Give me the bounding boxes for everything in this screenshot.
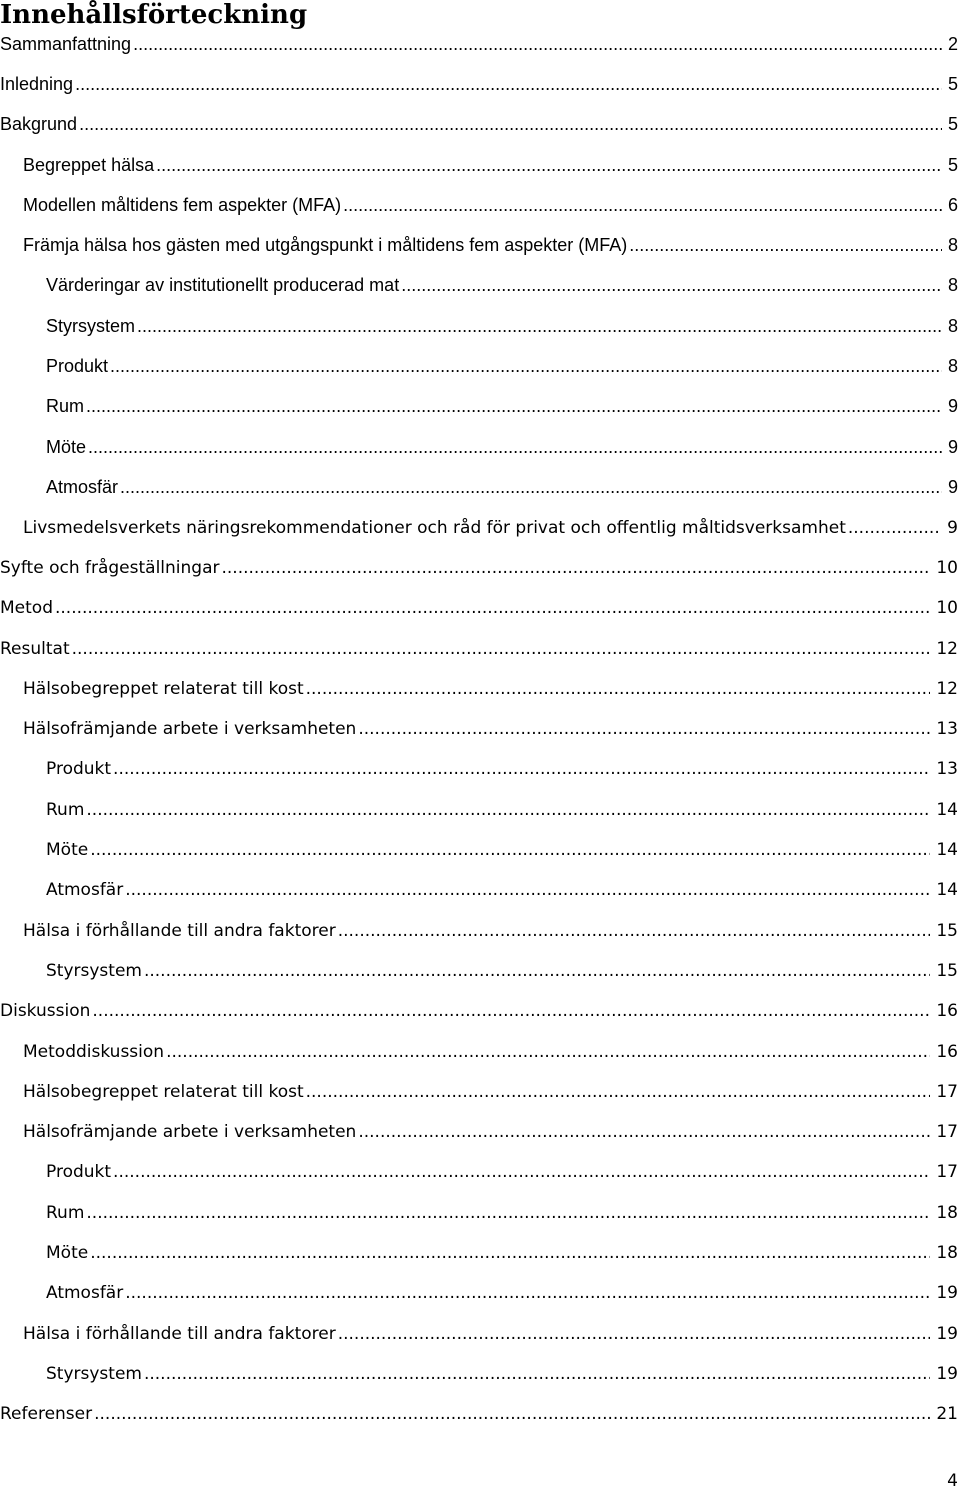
- toc-entry-title: Hälsa i förhållande till andra faktorer: [23, 920, 336, 941]
- dot-leader: [72, 639, 931, 659]
- toc-entry-page: 12: [936, 678, 958, 699]
- toc-entry-title: Styrsystem: [46, 1363, 142, 1384]
- dot-leader: [88, 437, 942, 458]
- toc-entry-title: Resultat: [0, 638, 70, 659]
- toc-entry-page: 10: [936, 598, 958, 619]
- toc-entry-title: Möte: [46, 436, 87, 457]
- dot-leader: [113, 759, 930, 779]
- toc-entry[interactable]: [0, 1273, 960, 1313]
- toc-entry[interactable]: [0, 1354, 960, 1394]
- dot-leader: [222, 558, 931, 578]
- toc-entry-page: 15: [936, 920, 958, 941]
- toc-entry[interactable]: [0, 64, 960, 104]
- dot-leader: [306, 1082, 931, 1102]
- toc-entry-page: 13: [936, 759, 958, 780]
- toc-entry-page: 17: [936, 1162, 958, 1183]
- toc-entry[interactable]: [0, 24, 960, 64]
- toc-entry[interactable]: [0, 225, 960, 265]
- dot-leader: [343, 195, 942, 216]
- toc-entry-page: 16: [936, 1041, 958, 1062]
- dot-leader: [358, 719, 930, 739]
- toc-entry-title: Referenser: [0, 1404, 93, 1425]
- toc-entry[interactable]: [0, 548, 960, 588]
- toc-entry-title: Produkt: [46, 759, 112, 780]
- toc-entry[interactable]: [0, 467, 960, 507]
- dot-leader: [86, 800, 930, 820]
- toc-entry-page: 17: [936, 1081, 958, 1102]
- dot-leader: [125, 880, 930, 900]
- toc-entry-page: 12: [936, 638, 958, 659]
- page-number: 4: [947, 1471, 958, 1491]
- toc-entry-title: Atmosfär: [46, 476, 119, 497]
- toc-entry-title: Värderingar av institutionellt producerad mat: [46, 275, 400, 296]
- dot-leader: [75, 74, 942, 95]
- toc-entry-title: Bakgrund: [0, 114, 78, 135]
- dot-leader: [125, 1283, 930, 1303]
- toc-entry[interactable]: [0, 749, 960, 789]
- toc-entry[interactable]: [0, 870, 960, 910]
- dot-leader: [338, 1324, 931, 1344]
- toc-entry-page: 8: [947, 275, 958, 296]
- dot-leader: [629, 235, 942, 256]
- toc-entry-page: 14: [936, 799, 958, 820]
- toc-entry-title: Begreppet hälsa: [23, 154, 155, 175]
- toc-entry-title: Hälsa i förhållande till andra faktorer: [23, 1323, 336, 1344]
- dot-leader: [92, 1001, 930, 1021]
- toc-entry-page: 19: [936, 1363, 958, 1384]
- dot-leader: [848, 518, 941, 538]
- toc-entry[interactable]: [0, 508, 960, 548]
- toc-entry[interactable]: [0, 709, 960, 749]
- toc-entry-title: Atmosfär: [46, 880, 124, 901]
- dot-leader: [90, 1243, 930, 1263]
- toc-entry[interactable]: [0, 911, 960, 951]
- toc-entry-page: 6: [947, 194, 958, 215]
- toc-entry[interactable]: [0, 387, 960, 427]
- dot-leader: [79, 114, 942, 135]
- toc-entry[interactable]: [0, 1233, 960, 1273]
- dot-leader: [94, 1404, 930, 1424]
- toc-entry-title: Atmosfär: [46, 1283, 124, 1304]
- toc-entry-page: 15: [936, 960, 958, 981]
- dot-leader: [90, 840, 930, 860]
- dot-leader: [86, 396, 942, 417]
- toc-entry-page: 8: [947, 235, 958, 256]
- toc-entry[interactable]: [0, 1193, 960, 1233]
- dot-leader: [156, 155, 942, 176]
- toc-entry-page: 9: [947, 436, 958, 457]
- toc-entry-page: 16: [936, 1001, 958, 1022]
- toc-entry-page: 18: [936, 1243, 958, 1264]
- toc-entry[interactable]: [0, 346, 960, 386]
- toc-entry-title: Produkt: [46, 1162, 112, 1183]
- toc-entry-page: 9: [947, 396, 958, 417]
- toc-entry[interactable]: [0, 1112, 960, 1152]
- toc-entry-title: Sammanfattning: [0, 33, 132, 54]
- dot-leader: [86, 1203, 930, 1223]
- dot-leader: [306, 679, 931, 699]
- toc-entry-page: 21: [936, 1404, 958, 1425]
- toc-entry[interactable]: [0, 1031, 960, 1071]
- toc-entry-title: Livsmedelsverkets näringsrekommendationer och råd för privat och offentlig måltidsverksamhet: [23, 517, 846, 538]
- toc-entry[interactable]: [0, 105, 960, 145]
- toc-entry[interactable]: [0, 1314, 960, 1354]
- toc-entry-title: Diskussion: [0, 1001, 91, 1022]
- toc-entry-title: Rum: [46, 396, 85, 417]
- toc-entry-title: Möte: [46, 840, 89, 861]
- toc-entry[interactable]: [0, 427, 960, 467]
- toc-entry-page: 18: [936, 1202, 958, 1223]
- toc-entry[interactable]: [0, 830, 960, 870]
- dot-leader: [113, 1162, 930, 1182]
- toc-entry[interactable]: [0, 185, 960, 225]
- toc-entry[interactable]: [0, 145, 960, 185]
- toc-entry-page: 5: [947, 154, 958, 175]
- toc-entry-page: 10: [936, 558, 958, 578]
- toc-entry[interactable]: [0, 669, 960, 709]
- toc-entry-title: Modellen måltidens fem aspekter (MFA): [23, 194, 342, 215]
- toc-entry-title: Metoddiskussion: [23, 1041, 165, 1062]
- toc-entry-page: 2: [947, 33, 958, 54]
- toc-entry-page: 8: [947, 315, 958, 336]
- toc-entry-title: Främja hälsa hos gästen med utgångspunkt i måltidens fem aspekter (MFA): [23, 235, 628, 256]
- toc-entry[interactable]: [0, 991, 960, 1031]
- toc-entry-page: 13: [936, 719, 958, 740]
- toc-entry-title: Möte: [46, 1243, 89, 1264]
- toc-entry[interactable]: [0, 628, 960, 668]
- toc-entry[interactable]: [0, 306, 960, 346]
- toc-entry-title: Produkt: [46, 356, 109, 377]
- toc-entry-page: 5: [947, 114, 958, 135]
- dot-leader: [166, 1042, 930, 1062]
- dot-leader: [137, 316, 942, 337]
- dot-leader: [401, 275, 942, 296]
- toc-entry[interactable]: [0, 266, 960, 306]
- toc-entry-title: Rum: [46, 799, 85, 820]
- toc-entry-page: 19: [936, 1323, 958, 1344]
- toc-entry-page: 14: [936, 840, 958, 861]
- dot-leader: [133, 34, 942, 55]
- dot-leader: [358, 1122, 930, 1142]
- dot-leader: [144, 961, 930, 981]
- toc-entry-title: Rum: [46, 1202, 85, 1223]
- toc-heading: Innehållsförteckning: [0, 0, 308, 30]
- dot-leader: [338, 921, 931, 941]
- toc-entry[interactable]: [0, 1072, 960, 1112]
- toc-entry-page: 14: [936, 880, 958, 901]
- toc-entry-title: Hälsofrämjande arbete i verksamheten: [23, 719, 357, 740]
- toc-entry[interactable]: [0, 1152, 960, 1192]
- toc-entry[interactable]: [0, 1394, 960, 1434]
- dot-leader: [110, 356, 942, 377]
- toc-entry-title: Inledning: [0, 73, 74, 94]
- toc-entry-title: Styrsystem: [46, 960, 142, 981]
- toc-entry-page: 5: [947, 73, 958, 94]
- toc-entry-page: 9: [947, 476, 958, 497]
- dot-leader: [120, 477, 942, 498]
- toc-entry-page: 9: [947, 517, 958, 538]
- toc-entry-title: Metod: [0, 598, 53, 619]
- toc-entry-title: Hälsobegreppet relaterat till kost: [23, 1081, 304, 1102]
- toc-entry-page: 8: [947, 356, 958, 377]
- toc-entry[interactable]: [0, 588, 960, 628]
- toc-entry-title: Hälsobegreppet relaterat till kost: [23, 678, 304, 699]
- dot-leader: [144, 1364, 930, 1384]
- toc-entry[interactable]: [0, 790, 960, 830]
- toc-entry-title: Hälsofrämjande arbete i verksamheten: [23, 1122, 357, 1143]
- toc-entry-title: Styrsystem: [46, 315, 136, 336]
- dot-leader: [55, 598, 930, 618]
- toc-entry-title: Syfte och frågeställningar: [0, 558, 220, 578]
- toc-list: [0, 24, 960, 1434]
- toc-entry-page: 19: [936, 1283, 958, 1304]
- toc-entry[interactable]: [0, 951, 960, 991]
- toc-entry-page: 17: [936, 1122, 958, 1143]
